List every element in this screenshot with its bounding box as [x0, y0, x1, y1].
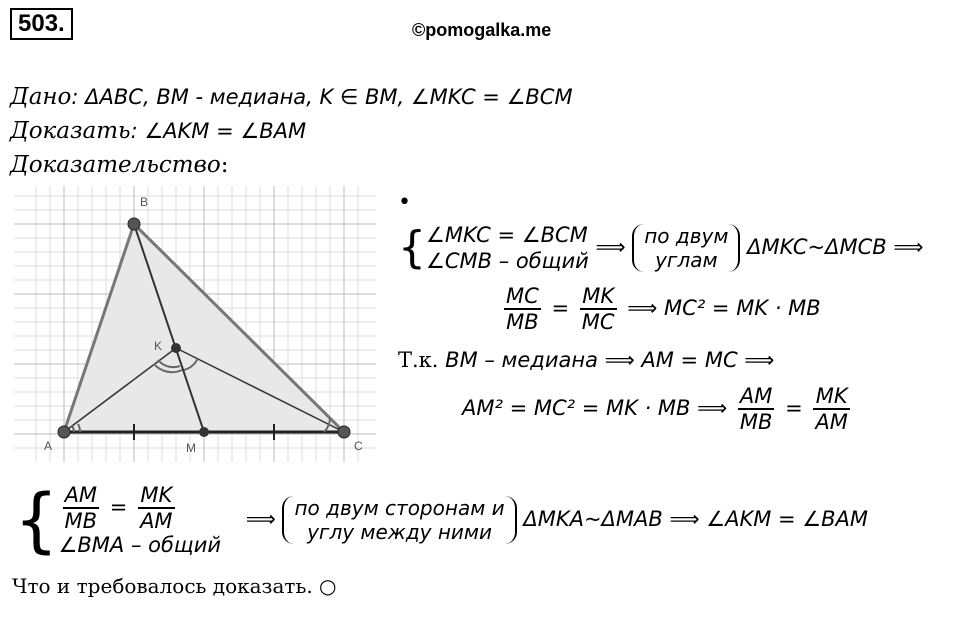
step1-reason1: по двум: [644, 224, 729, 248]
step5-line: [14, 480, 868, 560]
step5-eq: =: [109, 495, 128, 519]
step4-n1: AM: [738, 384, 775, 410]
step1-sys2: ∠CMB – общий: [426, 249, 589, 273]
conclusion: Что и требовалось доказать. ○: [12, 574, 337, 598]
step4-frac2: [813, 384, 849, 434]
step1-line: [398, 222, 923, 274]
step4-d1: MB: [739, 410, 773, 434]
step5-sys1: [59, 483, 221, 533]
step4-n2: MK: [813, 384, 849, 410]
step3-prefix: Т.к.: [398, 348, 439, 372]
step2-line: [500, 284, 821, 334]
step1-result: ΔMKC~ΔMCB ⟹: [747, 235, 924, 259]
point-b: [128, 218, 140, 230]
step2-rest: ⟹ MC² = MK · MB: [627, 296, 821, 320]
step5-frac2: [138, 483, 174, 533]
label-a: A: [44, 439, 53, 453]
step5-d1: MB: [64, 509, 98, 533]
given-label: Дано: [10, 84, 72, 110]
point-m: [199, 427, 209, 437]
given-text: : ΔABC, BM - медиана, K ∈ BM, ∠MKC = ∠BCM: [71, 85, 573, 109]
step4-text: AM² = MC² = MK · MB ⟹: [462, 396, 728, 420]
step4-d2: AM: [815, 410, 848, 434]
step2-n1: MC: [506, 284, 539, 308]
step5-reason: [282, 496, 516, 544]
given-line: [10, 84, 573, 110]
step2-frac2: [580, 284, 617, 334]
step4-line: [462, 384, 854, 434]
label-c: C: [354, 439, 363, 453]
site-watermark: ©pomogalka.me: [412, 20, 552, 40]
triangle-figure: [14, 186, 376, 462]
step1-reason2: углам: [655, 248, 718, 272]
step5-result: ΔMKA~ΔMAB ⟹ ∠AKM = ∠BAM: [523, 507, 869, 531]
step5-brace: {: [14, 479, 59, 561]
proof-line: [10, 152, 229, 178]
label-k: K: [154, 339, 163, 353]
prove-label: Доказать: [10, 118, 131, 144]
step5-reason2: углу между ними: [307, 520, 493, 544]
step2-d2: MC: [581, 310, 615, 334]
proof-colon: :: [220, 152, 229, 178]
step5-n2: MK: [138, 483, 174, 509]
point-k: [171, 343, 181, 353]
point-a: [58, 426, 70, 438]
step2-n2: MK: [580, 284, 617, 310]
step5-frac1: [63, 483, 100, 533]
step5-system: [59, 483, 221, 557]
step5-n1: AM: [63, 483, 100, 509]
step5-arrow: ⟹: [245, 507, 276, 531]
prove-line: [10, 118, 306, 144]
point-c: [338, 426, 350, 438]
step5-reason1: по двум сторонам и: [294, 496, 505, 520]
problem-number: 503.: [10, 8, 73, 40]
bullet: •: [398, 190, 411, 215]
label-b: B: [140, 195, 149, 209]
prove-text: : ∠AKM = ∠BAM: [130, 119, 307, 143]
step4-frac1: [738, 384, 775, 434]
step5-sys2: ∠BMA – общий: [58, 533, 221, 557]
step1-reason: [632, 224, 740, 272]
step1-arrow: ⟹: [595, 235, 626, 259]
step2-eq: =: [551, 296, 570, 320]
step5-d2: AM: [140, 509, 173, 533]
step1-sys1: ∠MKC = ∠BCM: [426, 223, 588, 247]
step2-d1: MB: [506, 310, 539, 334]
step2-frac1: [504, 284, 541, 334]
label-m: M: [186, 441, 196, 455]
step3-line: [398, 348, 774, 372]
proof-label: Доказательство: [10, 152, 221, 178]
step1-system: [426, 222, 589, 274]
step1-brace: {: [398, 222, 426, 273]
step4-eq: =: [785, 396, 803, 420]
step3-text: BM – медиана ⟹ AM = MC ⟹: [445, 348, 775, 372]
